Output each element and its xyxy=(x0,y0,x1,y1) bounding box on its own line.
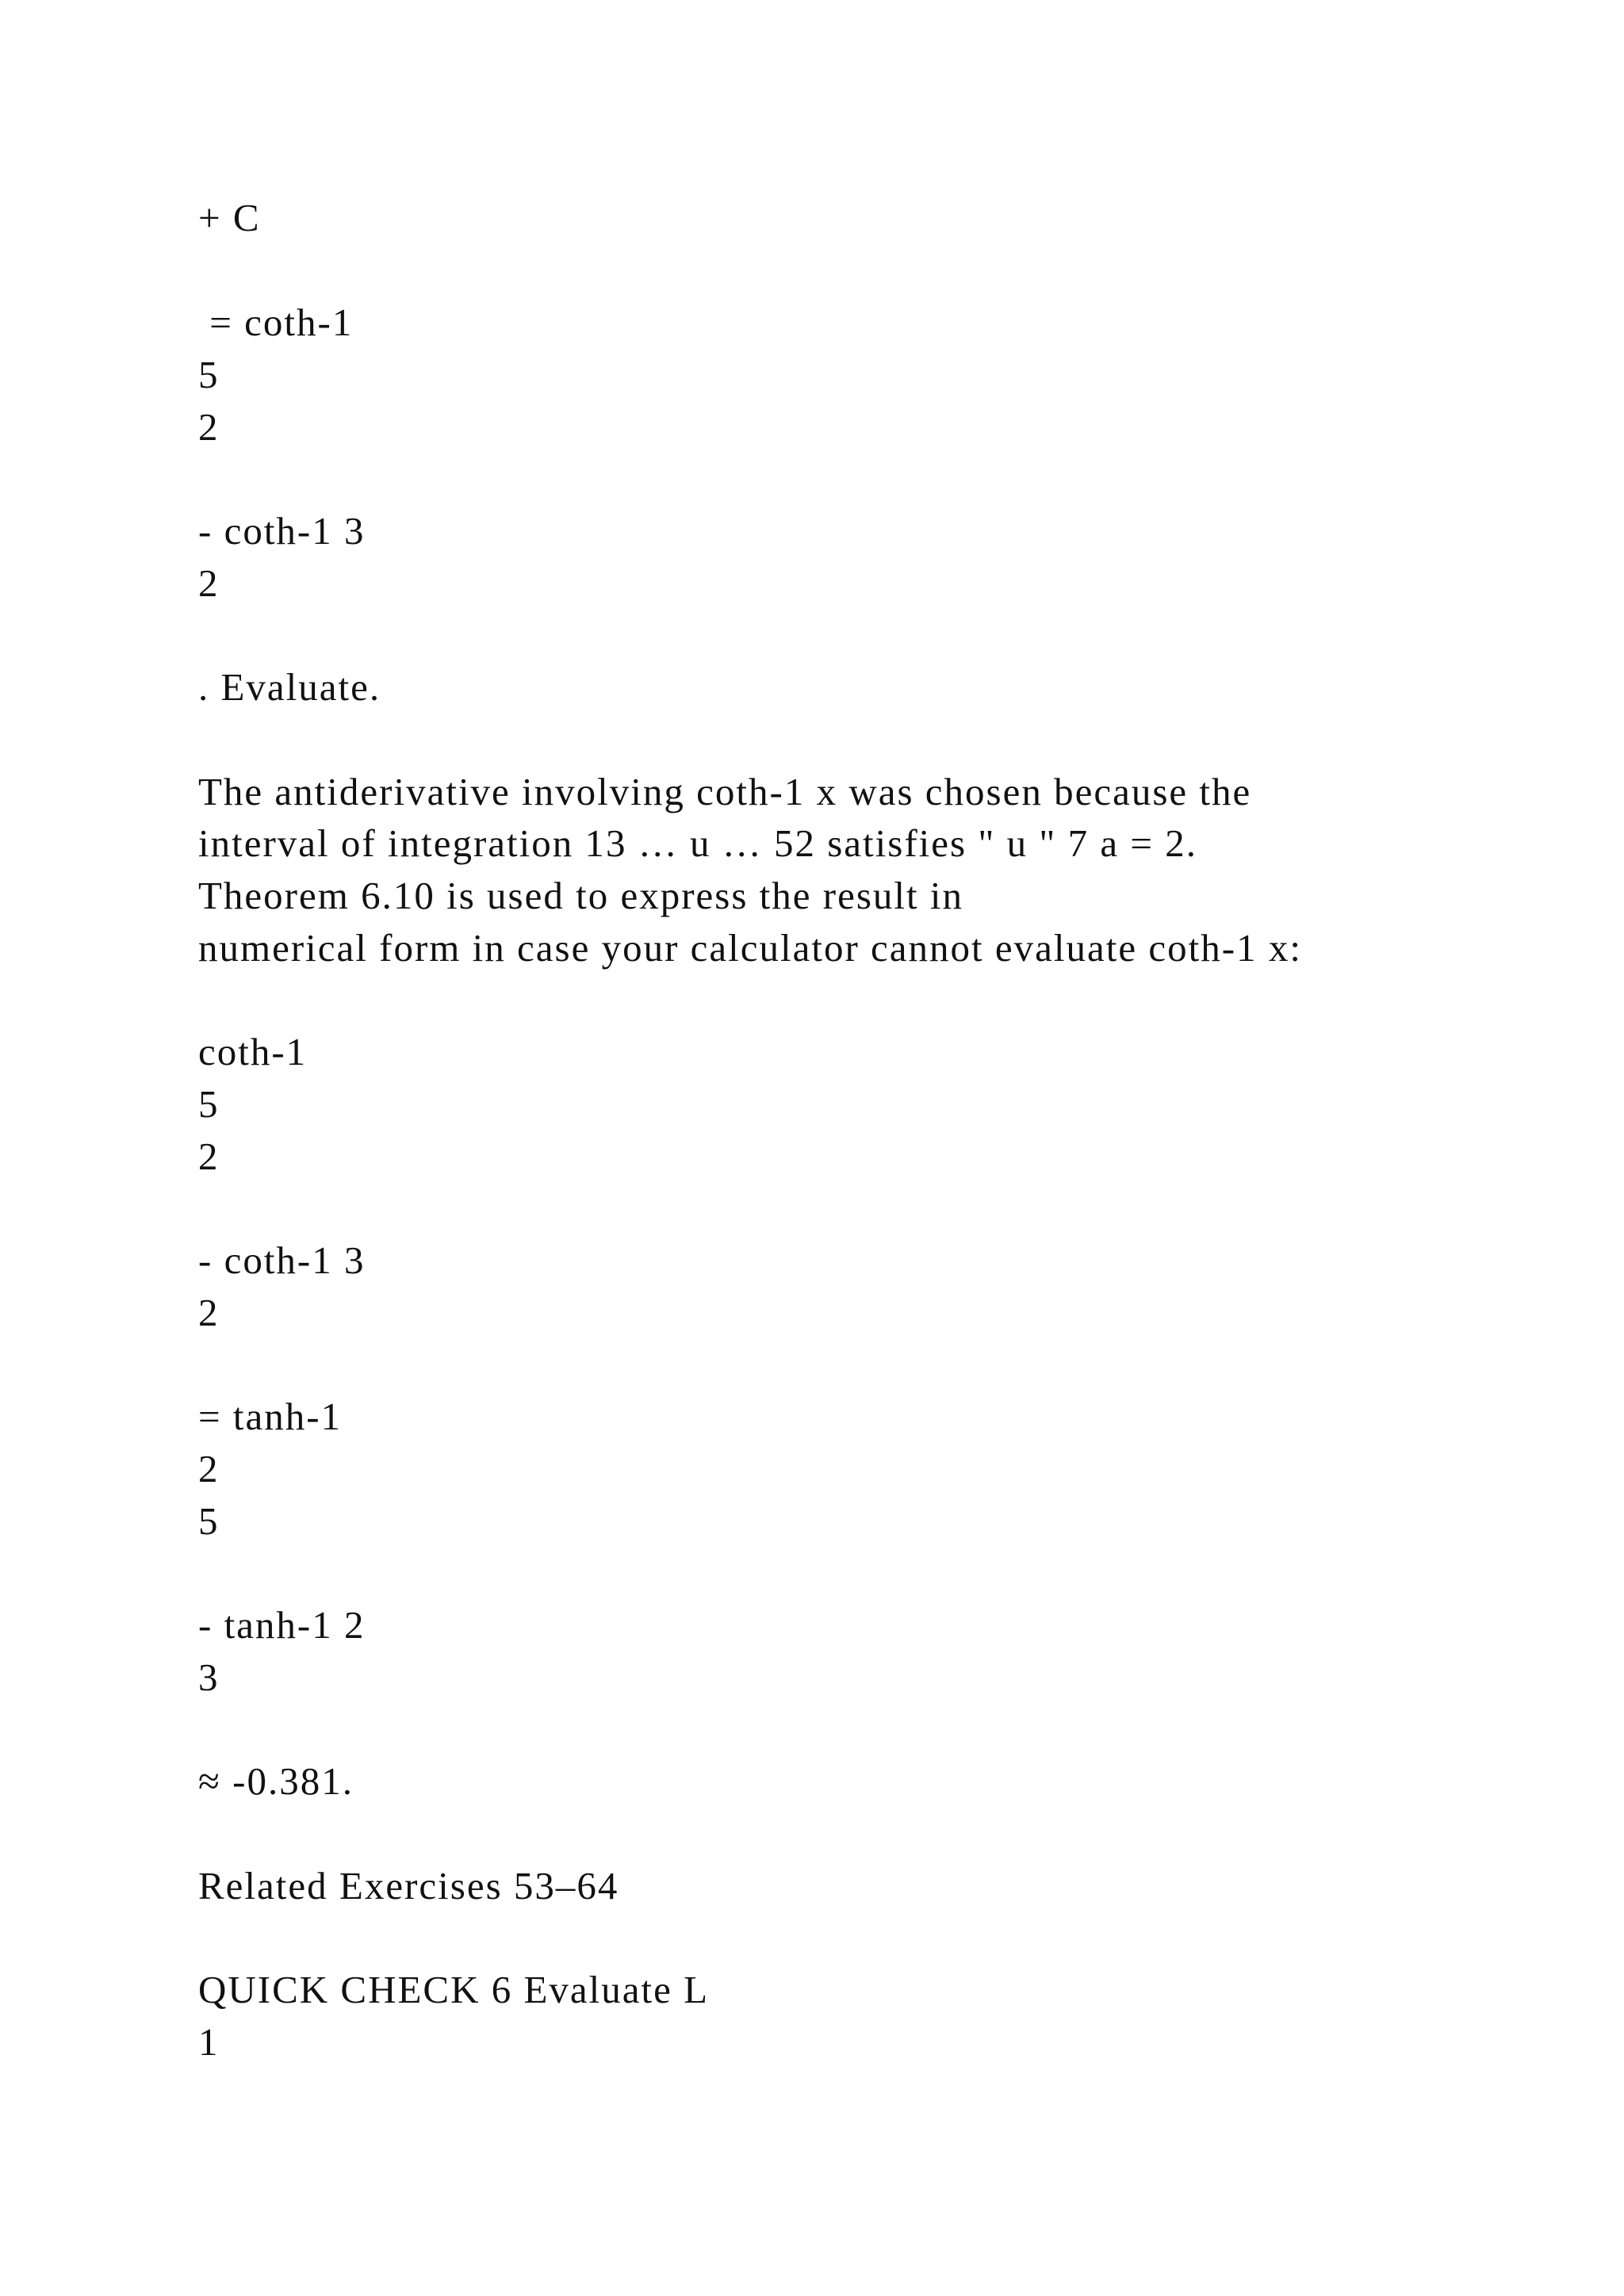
text-line: coth-1 xyxy=(198,1030,308,1073)
text-line: = tanh-1 xyxy=(198,1395,343,1438)
text-line: 2 xyxy=(198,405,220,449)
text-line: Related Exercises 53–64 xyxy=(198,1864,619,1908)
text-line: 2 xyxy=(198,1291,220,1334)
text-line: QUICK CHECK 6 Evaluate L xyxy=(198,1968,710,2011)
text-line: 2 xyxy=(198,1447,220,1490)
text-line: ≈ -0.381. xyxy=(198,1759,354,1803)
text-line: - coth-1 3 xyxy=(198,509,366,553)
text-line: 2 xyxy=(198,1135,220,1178)
text-line: - tanh-1 2 xyxy=(198,1603,366,1647)
text-line: interval of integration 13 … u … 52 satisfies " u " 7 a = 2. xyxy=(198,821,1197,865)
text-line: 3 xyxy=(198,1655,220,1699)
text-line: . Evaluate. xyxy=(198,665,381,709)
text-line: 5 xyxy=(198,1499,220,1543)
text-line: - coth-1 3 xyxy=(198,1238,366,1282)
text-line: Theorem 6.10 is used to express the result in xyxy=(198,874,964,917)
text-line: 5 xyxy=(198,1082,220,1126)
text-line: 2 xyxy=(198,561,220,605)
text-line: + C xyxy=(198,196,261,239)
text-line: numerical form in case your calculator cannot evaluate coth-1 x: xyxy=(198,926,1302,970)
text-line: The antiderivative involving coth-1 x was chosen because the xyxy=(198,770,1252,813)
text-line: 1 xyxy=(198,2020,220,2064)
text-line: = coth-1 xyxy=(198,300,354,344)
text-line: 5 xyxy=(198,353,220,396)
